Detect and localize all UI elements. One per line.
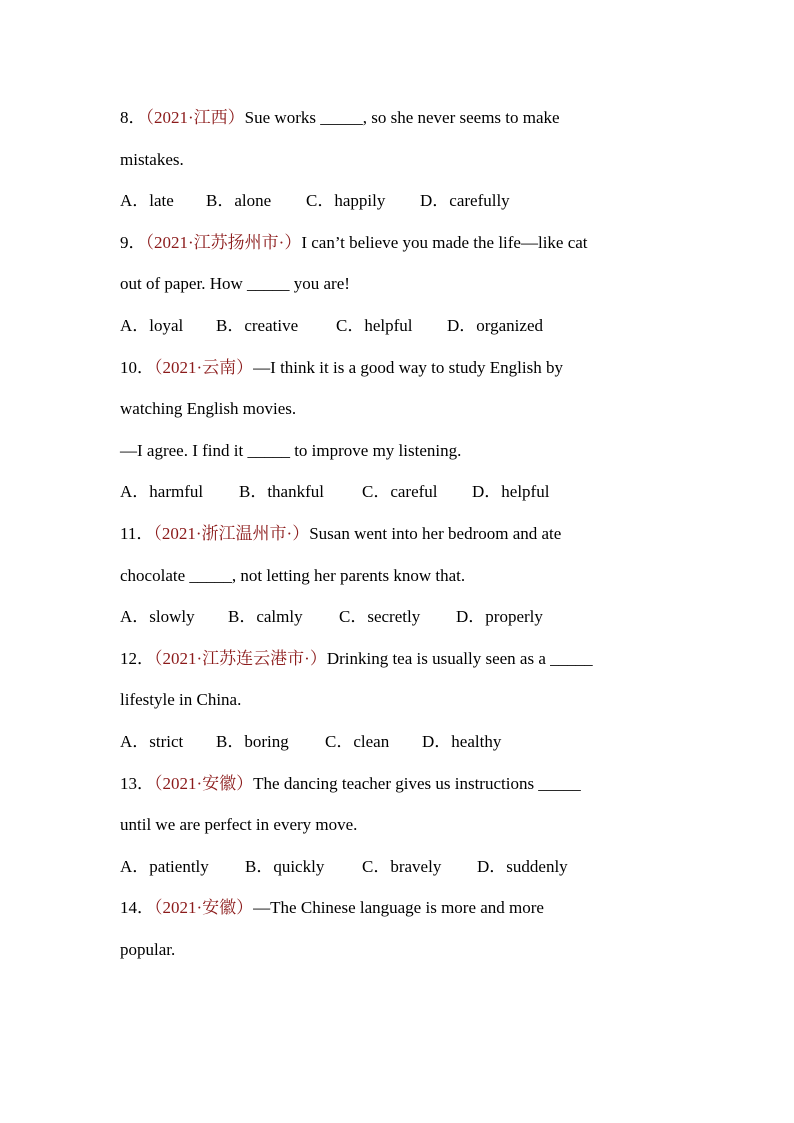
- option-d: D．properly: [456, 607, 543, 627]
- question-12-options: [120, 721, 680, 763]
- question-13-line-2: [120, 804, 680, 846]
- option-c: C．bravely: [362, 856, 442, 876]
- question-stem: chocolate _____, not letting her parents know that.: [120, 565, 466, 585]
- question-9-line-1: [120, 222, 680, 264]
- question-10-line-1: [120, 347, 680, 389]
- option-a: A．slowly: [120, 607, 195, 627]
- question-10-line-2: [120, 388, 680, 430]
- option-b: B．creative: [216, 315, 299, 335]
- question-number: 12．: [120, 648, 154, 668]
- question-12-line-1: [120, 638, 680, 680]
- question-11-options: [120, 596, 680, 638]
- question-stem: Drinking tea is usually seen as a _____: [326, 648, 593, 668]
- option-b: B．calmly: [228, 607, 303, 627]
- question-source: （2021·江西）: [145, 108, 245, 127]
- question-10-options: [120, 471, 680, 513]
- question-14-line-2: [120, 929, 680, 971]
- question-10-line-3: [120, 430, 680, 472]
- question-stem: watching English movies.: [120, 399, 297, 419]
- question-number: 13．: [120, 773, 154, 793]
- option-b: B．quickly: [245, 856, 325, 876]
- question-13-line-1: [120, 763, 680, 805]
- option-d: D．healthy: [422, 731, 502, 751]
- question-stem: —The Chinese language is more and more: [253, 898, 544, 918]
- question-source: （2021·江苏连云港市·）: [154, 648, 327, 668]
- question-stem: The dancing teacher gives us instructions _____: [253, 773, 581, 793]
- question-source: （2021·安徽）: [154, 773, 254, 793]
- question-8-options: [120, 180, 680, 222]
- option-b: B．thankful: [239, 482, 324, 502]
- question-source: （2021·云南）: [154, 357, 254, 377]
- question-source: （2021·安徽）: [154, 898, 254, 918]
- option-c: C．secretly: [339, 607, 421, 627]
- option-a: A．loyal: [120, 315, 184, 335]
- worksheet-page: [120, 97, 680, 970]
- question-9-options: [120, 305, 680, 347]
- question-number: 11．: [120, 523, 154, 543]
- question-stem: —I agree. I find it _____ to improve my listening.: [120, 440, 462, 460]
- question-stem: popular.: [120, 939, 176, 959]
- question-13-options: [120, 846, 680, 888]
- question-stem: —I think it is a good way to study English by: [253, 357, 563, 377]
- question-stem: Sue works _____, so she never seems to make: [244, 108, 560, 127]
- question-stem: Susan went into her bedroom and ate: [309, 523, 562, 543]
- option-d: D．carefully: [420, 191, 510, 211]
- option-a: A．late: [120, 191, 174, 211]
- option-a: A．harmful: [120, 482, 204, 502]
- option-b: B．alone: [206, 191, 272, 211]
- question-number: 10．: [120, 357, 154, 377]
- option-a: A．patiently: [120, 856, 209, 876]
- option-d: D．organized: [447, 315, 543, 335]
- question-14-line-1: [120, 887, 680, 929]
- option-c: C．happily: [306, 191, 386, 211]
- question-stem: until we are perfect in every move.: [120, 815, 358, 835]
- option-c: C．helpful: [336, 315, 413, 335]
- question-stem: I can’t believe you made the life—like cat: [301, 232, 588, 252]
- option-d: D．helpful: [472, 482, 550, 502]
- question-source: （2021·浙江温州市·）: [153, 523, 310, 543]
- question-11-line-2: [120, 555, 680, 597]
- option-d: D．suddenly: [477, 856, 568, 876]
- question-12-line-2: [120, 679, 680, 721]
- question-stem: out of paper. How _____ you are!: [120, 274, 350, 294]
- question-stem: mistakes.: [120, 149, 184, 169]
- question-number: 8．: [120, 108, 146, 127]
- question-number: 9．: [120, 232, 146, 252]
- question-number: 14．: [120, 898, 154, 918]
- question-source: （2021·江苏扬州市·）: [145, 232, 302, 252]
- option-c: C．clean: [325, 731, 390, 751]
- question-11-line-1: [120, 513, 680, 555]
- question-8-line-2: [120, 139, 680, 181]
- question-8-line-1: [120, 97, 680, 139]
- option-a: A．strict: [120, 731, 184, 751]
- question-9-line-2: [120, 263, 680, 305]
- question-stem: lifestyle in China.: [120, 690, 242, 710]
- option-b: B．boring: [216, 731, 289, 751]
- option-c: C．careful: [362, 482, 438, 502]
